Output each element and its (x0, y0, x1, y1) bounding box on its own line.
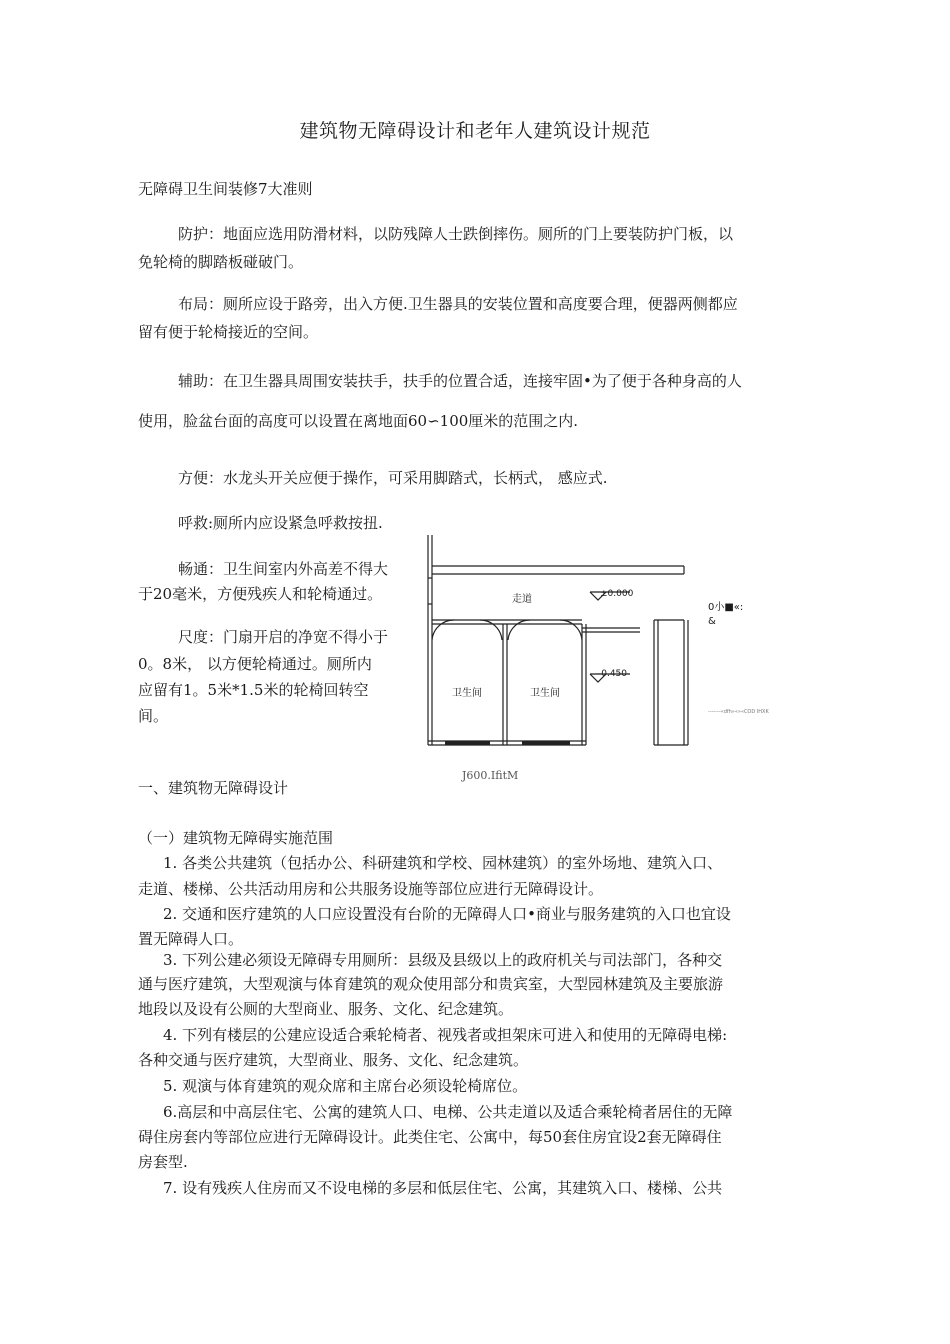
item-4-line1: 4. 下列有楼层的公建应设适合乘轮椅者、视残者或担架床可进入和使用的无障碍电梯: (163, 1026, 728, 1044)
rule-convenience: 方便：水龙头开关应便于操作，可采用脚踏式，长柄式， 感应式. (178, 469, 608, 487)
item-2-line1: 2. 交通和医疗建筑的人口应设置没有台阶的无障碍人口•商业与服务建筑的入口也宜设 (163, 905, 731, 923)
rule-assist-line1: 辅助：在卫生器具周围安装扶手，扶手的位置合适，连接牢固•为了便于各种身高的人 (178, 372, 742, 390)
item-3-line1: 3. 下列公建必须设无障碍专用厕所：县级及县级以上的政府机关与司法部门，各种交 (163, 951, 723, 969)
item-6-line1: 6.高层和中高层住宅、公寓的建筑人口、电梯、公共走道以及适合乘轮椅者居住的无障 (163, 1103, 733, 1121)
section-heading-intro: 无障碍卫生间装修7大准则 (138, 180, 313, 198)
item-3-line3: 地段以及设有公厕的大型商业、服务、文化、纪念建筑。 (138, 1000, 514, 1018)
rule-layout-line1: 布局：厕所应设于路旁，出入方便.卫生器具的安装位置和高度要合理，便器两侧都应 (178, 295, 738, 313)
room-right-label: 卫生间 (530, 688, 560, 699)
item-6-line3: 房套型. (138, 1153, 188, 1171)
section-1-heading: 一、建筑物无障碍设计 (138, 779, 289, 797)
section-1-subheading: （一）建筑物无障碍实施范围 (138, 829, 334, 847)
figure-side-note-3: -------«dfh»«»«COD IHXK (708, 709, 769, 715)
rule-size-line4: 间。 (138, 707, 169, 725)
rule-size-line3: 应留有1。5米*1.5米的轮椅回转空 (138, 681, 369, 699)
level-top-label: ±0.000 (600, 589, 634, 599)
rule-size-line1: 尺度：门扇开启的净宽不得小于 (178, 628, 389, 646)
rule-protection-line1: 防护：地面应选用防滑材料，以防残障人士跌倒摔伤。厕所的门上要装防护门板，以 (178, 225, 734, 243)
rule-size-line2: 0。8米， 以方便轮椅通过。厕所内 (138, 655, 372, 673)
item-7-line1: 7. 设有残疾人住房而又不设电梯的多层和低层住宅、公寓，其建筑入口、楼梯、公共 (163, 1179, 723, 1197)
room-left-label: 卫生间 (452, 688, 482, 699)
rule-assist-line2: 使用，脸盆台面的高度可以设置在离地面60∽100厘米的范围之内. (138, 412, 579, 430)
figure-caption: J600.IfitM (462, 769, 519, 782)
item-1-line2: 走道、楼梯、公共活动用房和公共服务设施等部位应进行无障碍设计。 (138, 880, 604, 898)
item-2-line2: 置无障碍人口。 (138, 930, 244, 948)
item-4-line2: 各种交通与医疗建筑，大型商业、服务、文化、纪念建筑。 (138, 1051, 529, 1069)
level-bottom-label: -0.450 (598, 669, 628, 679)
rule-protection-line2: 免轮椅的脚踏板碰破门。 (138, 253, 304, 271)
item-3-line2: 通与医疗建筑，大型观演与体育建筑的观众使用部分和贵宾室，大型园林建筑及主要旅游 (138, 975, 724, 993)
rule-emergency: 呼救:厕所内应设紧急呼救按扭. (178, 514, 383, 532)
corridor-label: 走道 (512, 594, 532, 605)
rule-access-line2: 于20毫米，方便残疾人和轮椅通过。 (138, 585, 383, 603)
figure-side-note-2: & (708, 616, 716, 627)
item-1-line1: 1. 各类公共建筑（包括办公、科研建筑和学校、园林建筑）的室外场地、建筑入口、 (163, 854, 723, 872)
figure-side-note-1: 0小■«: (708, 602, 744, 613)
page-title: 建筑物无障碍设计和老年人建筑设计规范 (299, 120, 651, 142)
rule-layout-line2: 留有便于轮椅接近的空间。 (138, 323, 319, 341)
item-5-line1: 5. 观演与体育建筑的观众席和主席台必须设轮椅席位。 (163, 1077, 528, 1095)
rule-access-line1: 畅通：卫生间室内外高差不得大 (178, 560, 389, 578)
item-6-line2: 碍住房套内等部位应进行无障碍设计。此类住宅、公寓中，每50套住房宜设2套无障碍住 (138, 1128, 722, 1146)
